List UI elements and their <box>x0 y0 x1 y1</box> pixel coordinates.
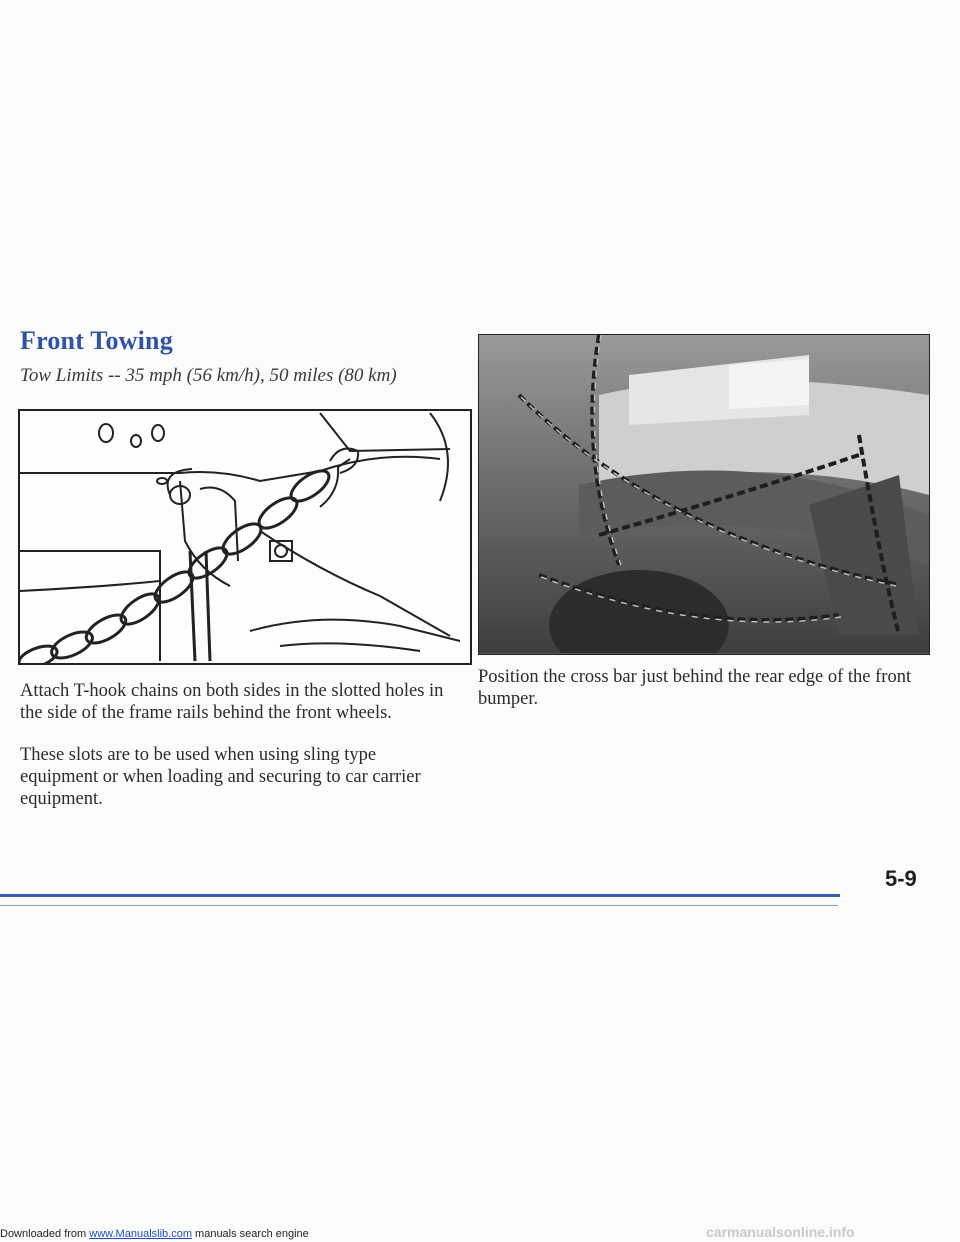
section-title: Front Towing <box>20 326 173 355</box>
t-hook-illustration <box>18 409 472 665</box>
footer-rule <box>0 894 840 897</box>
chains-photo <box>478 334 930 655</box>
page-number: 5-9 <box>885 866 917 891</box>
footer-suffix: manuals search engine <box>191 1228 309 1240</box>
t-hook-drawing <box>20 411 470 663</box>
tow-limits-subtitle: Tow Limits -- 35 mph (56 km/h), 50 miles (80 km) <box>20 365 397 386</box>
manualslib-link[interactable]: www.Manualslib.com <box>89 1228 192 1240</box>
footer-rule-thin <box>0 905 838 906</box>
instruction-cross-bar: Position the cross bar just behind the rear edge of the front bumper. <box>478 667 912 709</box>
instruction-attach-chains: Attach T-hook chains on both sides in the slotted holes in the side of the frame rails behind the front wheels. <box>20 681 444 723</box>
download-footer <box>0 1228 309 1240</box>
watermark: carmanualsonline.info <box>706 1224 855 1240</box>
instruction-slots-usage: These slots are to be used when using sling type equipment or when loading and securing to car carrier equipment. <box>20 745 421 809</box>
chains-photo-drawing <box>479 335 929 653</box>
footer-prefix: Downloaded from <box>0 1228 90 1240</box>
